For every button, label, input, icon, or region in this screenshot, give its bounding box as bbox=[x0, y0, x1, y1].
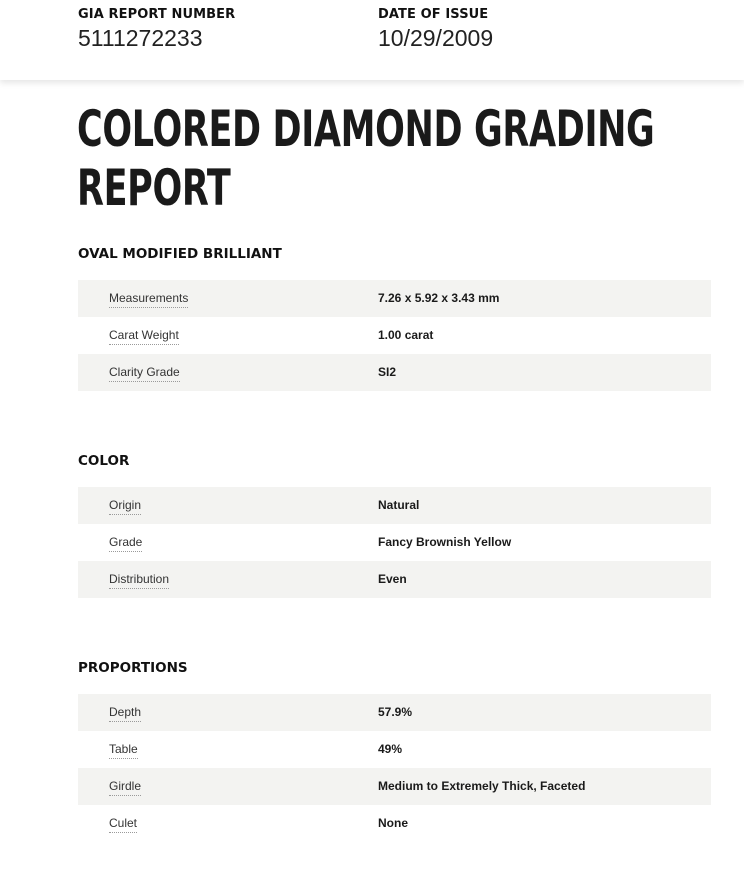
proportions-section bbox=[78, 660, 711, 842]
row-value: None bbox=[378, 816, 408, 830]
page-title bbox=[77, 100, 655, 218]
section-heading: COLOR bbox=[78, 453, 130, 469]
report-header bbox=[0, 0, 744, 80]
row-label-measurements[interactable]: Measurements bbox=[109, 291, 188, 308]
row-value: Medium to Extremely Thick, Faceted bbox=[378, 779, 586, 793]
row-label-grade[interactable]: Grade bbox=[109, 535, 142, 552]
table-row bbox=[78, 317, 711, 354]
date-of-issue-label: DATE OF ISSUE bbox=[378, 7, 489, 22]
table-row bbox=[78, 561, 711, 598]
table-row bbox=[78, 524, 711, 561]
row-value: 7.26 x 5.92 x 3.43 mm bbox=[378, 291, 500, 305]
color-section bbox=[78, 453, 711, 598]
date-of-issue-value: 10/29/2009 bbox=[378, 25, 494, 51]
row-value: 1.00 carat bbox=[378, 328, 434, 342]
row-value: Natural bbox=[378, 498, 420, 512]
report-number-value: 5111272233 bbox=[78, 25, 203, 51]
table-row bbox=[78, 487, 711, 524]
table-row bbox=[78, 731, 711, 768]
row-label-origin[interactable]: Origin bbox=[109, 498, 141, 515]
table-row bbox=[78, 805, 711, 842]
row-label-distribution[interactable]: Distribution bbox=[109, 572, 169, 589]
table-row bbox=[78, 280, 711, 317]
spec-table bbox=[78, 694, 711, 842]
table-row bbox=[78, 694, 711, 731]
page-title-line-1: COLORED DIAMOND GRADING bbox=[77, 100, 655, 158]
spec-table bbox=[78, 280, 711, 391]
report-number-label: GIA REPORT NUMBER bbox=[78, 7, 236, 22]
row-label-culet[interactable]: Culet bbox=[109, 816, 137, 833]
section-heading: PROPORTIONS bbox=[78, 660, 188, 676]
row-label-carat-weight[interactable]: Carat Weight bbox=[109, 328, 179, 345]
table-row bbox=[78, 768, 711, 805]
row-value: 57.9% bbox=[378, 705, 413, 719]
row-label-girdle[interactable]: Girdle bbox=[109, 779, 141, 796]
row-value: Even bbox=[378, 572, 407, 586]
report-number-field bbox=[78, 7, 235, 52]
row-value: Fancy Brownish Yellow bbox=[378, 535, 512, 549]
shape-section bbox=[78, 246, 711, 391]
row-label-table[interactable]: Table bbox=[109, 742, 138, 759]
section-heading: OVAL MODIFIED BRILLIANT bbox=[78, 246, 282, 262]
table-row bbox=[78, 354, 711, 391]
row-value: 49% bbox=[378, 742, 403, 756]
row-label-depth[interactable]: Depth bbox=[109, 705, 141, 722]
row-value: SI2 bbox=[378, 365, 397, 379]
spec-table bbox=[78, 487, 711, 598]
row-label-clarity-grade[interactable]: Clarity Grade bbox=[109, 365, 180, 382]
date-of-issue-field bbox=[378, 7, 493, 52]
page-title-line-2: REPORT bbox=[77, 159, 231, 217]
